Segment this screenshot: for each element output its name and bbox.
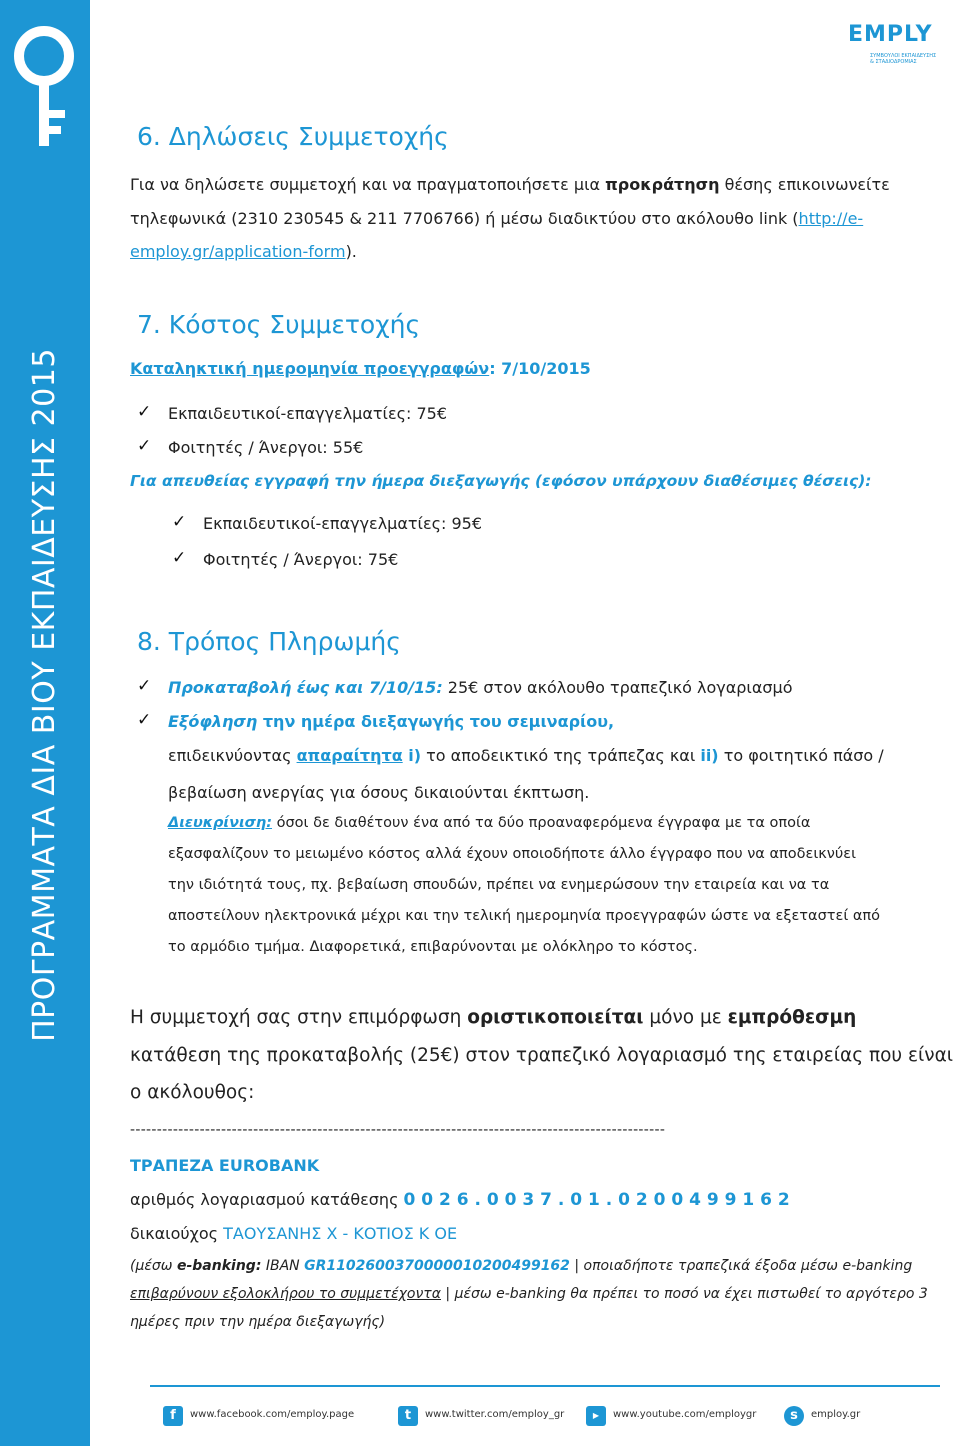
account-number-line: αριθμός λογαριασμού κατάθεσης 0 0 2 6 . 0 0 3 7 . 0 1 . 0 2 0 0 4 9 9 1 6 2 <box>130 1190 790 1210</box>
note-line-1: (μέσω e-banking: IBAN GR1102600370000010200499162 | οποιαδήποτε τραπεζικά έξοδα μέσω e-banking <box>130 1258 913 1274</box>
twitter-link[interactable]: www.twitter.com/employ_gr <box>425 1409 565 1420</box>
section-7-title: 7. Κόστος Συμμετοχής <box>137 310 421 339</box>
application-form-link-cont[interactable]: employ.gr/application-form <box>130 242 346 261</box>
clarification-1: Διευκρίνιση: όσοι δε διαθέτουν ένα από τα δύο προαναφερόμενα έγγραφα με τα οποία <box>168 815 811 831</box>
section-6-title: 6. Δηλώσεις Συμμετοχής <box>137 122 449 151</box>
application-form-link[interactable]: http://e- <box>798 209 864 228</box>
bank-name: ΤΡΑΠΕΖΑ EUROBANK <box>130 1156 320 1175</box>
note-line-3: ημέρες πριν την ημέρα διεξαγωγής) <box>130 1314 386 1330</box>
twitter-icon[interactable]: t <box>398 1406 418 1426</box>
employ-logo <box>848 22 958 65</box>
site-icon[interactable]: s <box>784 1406 804 1426</box>
check-icon: ✓ <box>172 548 187 568</box>
facebook-icon[interactable]: f <box>163 1406 183 1426</box>
final-line-3: ο ακόλουθος: <box>130 1082 255 1103</box>
price-item: Εκπαιδευτικοί-επαγγελματίες: 75€ <box>168 404 447 423</box>
section-6-line-3: employ.gr/application-form). <box>130 242 357 261</box>
footer-divider <box>150 1385 940 1387</box>
final-line-2: κατάθεση της προκαταβολής (25€) στον τραπεζικό λογαριασμό της εταιρείας που είναι <box>130 1045 954 1066</box>
account-holder-line: δικαιούχος ΤΑΟΥΣΑΝΗΣ Χ - ΚΟΤΙΟΣ Κ ΟΕ <box>130 1224 458 1243</box>
facebook-link[interactable]: www.facebook.com/employ.page <box>190 1409 355 1420</box>
clarification-5: το αρμόδιο τμήμα. Διαφορετικά, επιβαρύνονται με ολόκληρο το κόστος. <box>168 939 698 955</box>
check-icon: ✓ <box>137 676 152 696</box>
logo-subtitle-2: & ΣΤΑΔΙΟΔΡΟΜΙΑΣ <box>870 59 917 65</box>
check-icon: ✓ <box>137 402 152 422</box>
final-line-1: Η συμμετοχή σας στην επιμόρφωση οριστικοποιείται μόνο με εμπρόθεσμη <box>130 1007 857 1028</box>
payment-line-3: επιδεικνύοντας απαραίτητα i) το αποδεικτικό της τράπεζας και ii) το φοιτητικό πάσο / <box>168 746 884 765</box>
logo-word-end: Y <box>915 22 933 47</box>
section-8-title: 8. Τρόπος Πληρωμής <box>137 627 401 656</box>
footer <box>90 1380 960 1446</box>
payment-line-4: βεβαίωση ανεργίας για όσους δικαιούνται έκπτωση. <box>168 783 590 802</box>
section-6-line-2: τηλεφωνικά (2310 230545 & 211 7706766) ή μέσω διαδικτύου στο ακόλουθο link (http://e- <box>130 209 864 228</box>
clarification-2: εξασφαλίζουν το μειωμένο κόστος αλλά έχουν οποιοδήποτε άλλο έγγραφο που να αποδεικνύει <box>168 846 857 862</box>
website-link[interactable]: employ.gr <box>811 1409 861 1420</box>
logo-word: EMPL <box>848 22 916 47</box>
sidebar-vertical-title: ΠΡΟΓΡΑΜΜΑΤΑ ΔΙΑ ΒΙΟΥ ΕΚΠΑΙΔΕΥΣΗΣ 2015 <box>27 348 62 1042</box>
price-item: Φοιτητές / Άνεργοι: 55€ <box>168 438 364 457</box>
payment-bullet-2: Εξόφληση την ημέρα διεξαγωγής του σεμιναρίου, <box>168 712 615 731</box>
section-6-line-1: Για να δηλώσετε συμμετοχή και να πραγματοποιήσετε μια προκράτηση θέσης επικοινωνείτε <box>130 175 890 194</box>
dashed-separator: ---------------------------------------------------------------------------------------------------- <box>130 1122 666 1138</box>
clarification-3: την ιδιότητά τους, πχ. βεβαίωση σπουδών, πρέπει να ενημερώσουν την εταιρεία και να τα <box>168 877 830 893</box>
youtube-link[interactable]: www.youtube.com/employgr <box>613 1409 757 1420</box>
logo-subtitle-1: ΣΥΜΒΟΥΛΟΙ ΕΚΠΑΙΔΕΥΣΗΣ <box>870 53 937 59</box>
check-icon: ✓ <box>172 512 187 532</box>
direct-registration-heading: Για απευθείας εγγραφή την ήμερα διεξαγωγής (εφόσον υπάρχουν διαθέσιμες θέσεις): <box>130 472 872 490</box>
youtube-icon[interactable]: ▶ <box>586 1406 606 1426</box>
key-logo-icon <box>8 22 80 152</box>
sidebar <box>0 0 90 1446</box>
check-icon: ✓ <box>137 710 152 730</box>
deadline: Καταληκτική ημερομηνία προεγγραφών: 7/10/2015 <box>130 359 591 378</box>
clarification-4: αποστείλουν ηλεκτρονικά μέχρι και την τελική ημερομηνία προεγγραφών ώστε να εξεταστεί από <box>168 908 881 924</box>
check-icon: ✓ <box>137 436 152 456</box>
direct-price-item: Εκπαιδευτικοί-επαγγελματίες: 95€ <box>203 514 482 533</box>
note-line-2: επιβαρύνουν εξολοκλήρου το συμμετέχοντα | μέσω e-banking θα πρέπει το ποσό να έχει πιστωθεί το αργότερο 3 <box>130 1286 928 1302</box>
payment-bullet-1: Προκαταβολή έως και 7/10/15: 25€ στον ακόλουθο τραπεζικό λογαριασμό <box>168 678 793 697</box>
direct-price-item: Φοιτητές / Άνεργοι: 75€ <box>203 550 399 569</box>
